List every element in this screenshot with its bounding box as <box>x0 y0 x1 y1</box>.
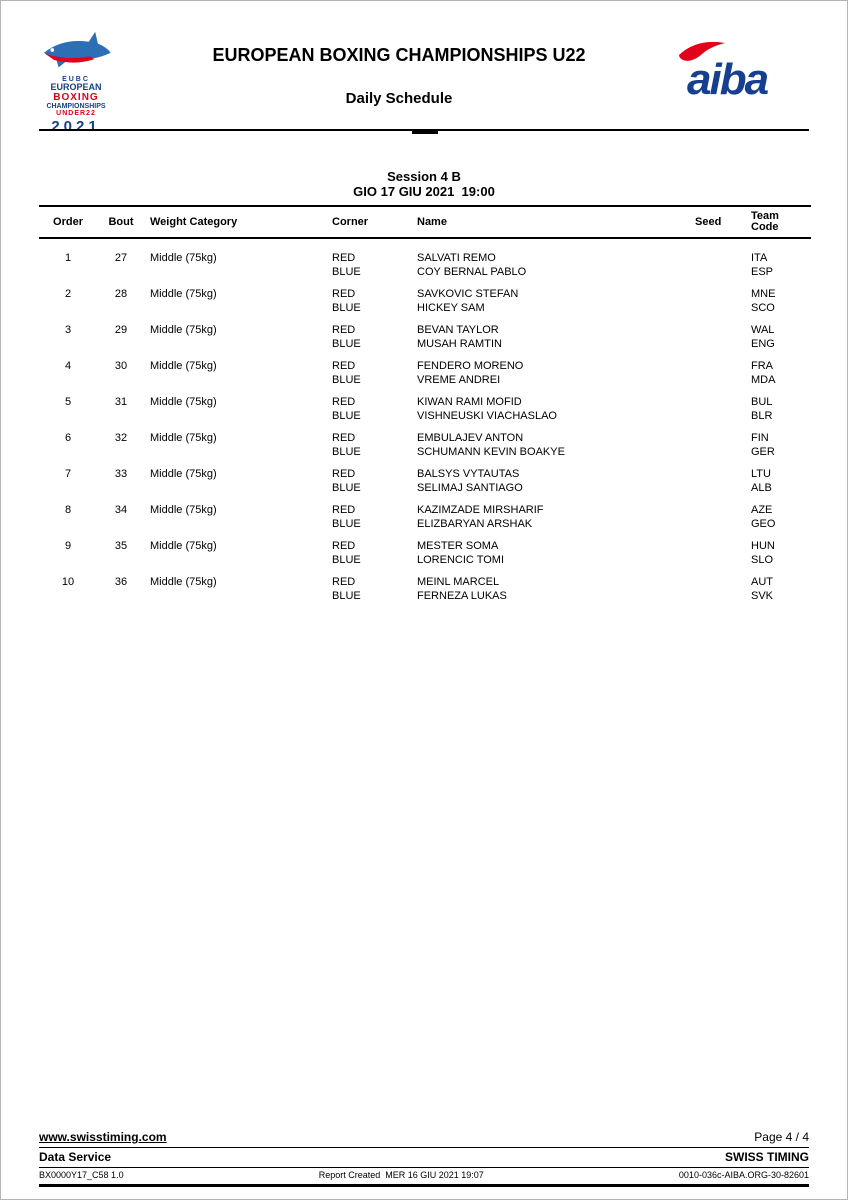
order-cell: 4 <box>64 360 72 372</box>
red-team-code: AZE <box>751 504 773 516</box>
corner-blue-label: BLUE <box>332 374 361 386</box>
team-code-cell <box>745 575 811 603</box>
seed-cell <box>690 431 745 459</box>
report-created: Report Created MER 16 GIU 2021 19:07 <box>318 1170 484 1180</box>
header-name: Name <box>417 216 447 228</box>
order-cell: 8 <box>64 504 72 516</box>
blue-boxer-name: LORENCIC TOMI <box>417 554 504 566</box>
shark-icon <box>37 29 115 76</box>
red-team-code: LTU <box>751 468 771 480</box>
order-cell: 3 <box>64 324 72 336</box>
bout-cell: 29 <box>114 324 128 336</box>
weight-category-cell: Middle (75kg) <box>150 432 217 444</box>
corner-cell <box>327 359 412 387</box>
corner-cell <box>327 503 412 531</box>
table-row <box>39 503 811 531</box>
schedule-table <box>39 205 811 611</box>
table-row <box>39 467 811 495</box>
name-cell <box>412 395 690 423</box>
blue-team-code: ENG <box>751 338 775 350</box>
swisstiming-link[interactable]: www.swisstiming.com <box>39 1130 167 1144</box>
corner-blue-label: BLUE <box>332 338 361 350</box>
weight-category-cell: Middle (75kg) <box>150 540 217 552</box>
eubc-logo-text-european: EUROPEAN <box>50 82 102 93</box>
name-cell <box>412 251 690 279</box>
team-code-cell <box>745 287 811 315</box>
corner-red-label: RED <box>332 288 356 300</box>
document-code: BX0000Y17_C58 1.0 <box>39 1170 124 1180</box>
seed-cell <box>690 395 745 423</box>
session-title: Session 4 B <box>387 169 461 184</box>
corner-cell <box>327 575 412 603</box>
eubc-logo-text-under22: UNDER22 <box>56 110 96 118</box>
eubc-logo-text-eubc: EUBC <box>62 75 90 83</box>
table-row <box>39 359 811 387</box>
weight-category-cell: Middle (75kg) <box>150 288 217 300</box>
page-number: Page 4 / 4 <box>754 1130 809 1144</box>
blue-boxer-name: ELIZBARYAN ARSHAK <box>417 518 533 530</box>
order-cell: 2 <box>64 288 72 300</box>
header-team-code <box>745 211 811 233</box>
red-team-code: WAL <box>751 324 775 336</box>
name-cell <box>412 539 690 567</box>
order-cell: 9 <box>64 540 72 552</box>
red-team-code: HUN <box>751 540 775 552</box>
order-cell: 7 <box>64 468 72 480</box>
red-boxer-name: KAZIMZADE MIRSHARIF <box>417 504 544 516</box>
corner-red-label: RED <box>332 504 356 516</box>
red-boxer-name: KIWAN RAMI MOFID <box>417 396 522 408</box>
blue-boxer-name: MUSAH RAMTIN <box>417 338 502 350</box>
team-code-cell <box>745 359 811 387</box>
blue-team-code: SLO <box>751 554 774 566</box>
name-cell <box>412 287 690 315</box>
team-code-cell <box>745 251 811 279</box>
corner-blue-label: BLUE <box>332 410 361 422</box>
corner-red-label: RED <box>332 360 356 372</box>
bout-cell: 35 <box>114 540 128 552</box>
name-cell <box>412 503 690 531</box>
table-row <box>39 287 811 315</box>
header-team-line1: Team <box>751 210 779 222</box>
eubc-logo-text-year: 2021 <box>51 117 101 135</box>
blue-boxer-name: SELIMAJ SANTIAGO <box>417 482 523 494</box>
team-code-cell <box>745 395 811 423</box>
weight-category-cell: Middle (75kg) <box>150 252 217 264</box>
seed-cell <box>690 467 745 495</box>
red-boxer-name: FENDERO MORENO <box>417 360 524 372</box>
header-seed: Seed <box>695 216 722 228</box>
bout-cell: 28 <box>114 288 128 300</box>
seed-cell <box>690 287 745 315</box>
name-cell <box>412 431 690 459</box>
swiss-timing-label: SWISS TIMING <box>725 1150 809 1164</box>
blue-team-code: SVK <box>751 590 774 602</box>
red-boxer-name: BALSYS VYTAUTAS <box>417 468 520 480</box>
team-code-cell <box>745 467 811 495</box>
corner-blue-label: BLUE <box>332 554 361 566</box>
corner-blue-label: BLUE <box>332 302 361 314</box>
aiba-logo <box>677 37 813 117</box>
red-team-code: BUL <box>751 396 773 408</box>
team-code-cell <box>745 503 811 531</box>
corner-blue-label: BLUE <box>332 446 361 458</box>
page-title: EUROPEAN BOXING CHAMPIONSHIPS U22 <box>212 45 586 65</box>
order-cell: 10 <box>61 576 75 588</box>
eubc-logo-text-boxing: BOXING <box>53 91 99 103</box>
seed-cell <box>690 539 745 567</box>
blue-boxer-name: HICKEY SAM <box>417 302 485 314</box>
corner-cell <box>327 287 412 315</box>
corner-red-label: RED <box>332 576 356 588</box>
team-code-cell <box>745 323 811 351</box>
blue-team-code: GEO <box>751 518 776 530</box>
corner-red-label: RED <box>332 468 356 480</box>
table-row <box>39 395 811 423</box>
table-row <box>39 539 811 567</box>
blue-team-code: BLR <box>751 410 773 422</box>
weight-category-cell: Middle (75kg) <box>150 324 217 336</box>
corner-cell <box>327 539 412 567</box>
name-cell <box>412 575 690 603</box>
header-team-line2: Code <box>751 221 779 233</box>
red-team-code: FIN <box>751 432 769 444</box>
name-cell <box>412 323 690 351</box>
weight-category-cell: Middle (75kg) <box>150 360 217 372</box>
bout-cell: 31 <box>114 396 128 408</box>
corner-red-label: RED <box>332 540 356 552</box>
eubc-logo <box>37 29 115 135</box>
corner-cell <box>327 431 412 459</box>
seed-cell <box>690 575 745 603</box>
corner-red-label: RED <box>332 252 356 264</box>
corner-red-label: RED <box>332 396 356 408</box>
page-footer <box>39 1130 809 1187</box>
eubc-logo-text-championships: CHAMPIONSHIPS <box>46 103 106 111</box>
corner-blue-label: BLUE <box>332 590 361 602</box>
red-team-code: ITA <box>751 252 768 264</box>
weight-category-cell: Middle (75kg) <box>150 576 217 588</box>
blue-team-code: ESP <box>751 266 774 278</box>
blue-team-code: SCO <box>751 302 775 314</box>
red-boxer-name: EMBULAJEV ANTON <box>417 432 524 444</box>
reference-code: 0010-036c-AIBA.ORG-30-82601 <box>678 1170 809 1180</box>
blue-team-code: ALB <box>751 482 772 494</box>
blue-boxer-name: VISHNEUSKI VIACHASLAO <box>417 410 557 422</box>
red-boxer-name: MESTER SOMA <box>417 540 499 552</box>
blue-boxer-name: VREME ANDREI <box>417 374 501 386</box>
header-center-dash <box>412 131 438 134</box>
session-block <box>1 169 847 199</box>
table-row <box>39 575 811 603</box>
footer-row-service <box>39 1148 809 1167</box>
red-boxer-name: SAVKOVIC STEFAN <box>417 288 519 300</box>
weight-category-cell: Middle (75kg) <box>150 504 217 516</box>
team-code-cell <box>745 539 811 567</box>
corner-blue-label: BLUE <box>332 482 361 494</box>
corner-cell <box>327 395 412 423</box>
blue-boxer-name: COY BERNAL PABLO <box>417 266 527 278</box>
bout-cell: 36 <box>114 576 128 588</box>
order-cell: 1 <box>64 252 72 264</box>
table-row <box>39 323 811 351</box>
blue-boxer-name: FERNEZA LUKAS <box>417 590 507 602</box>
corner-red-label: RED <box>332 432 356 444</box>
order-cell: 5 <box>64 396 72 408</box>
weight-category-cell: Middle (75kg) <box>150 468 217 480</box>
header-weight-category: Weight Category <box>150 216 238 228</box>
corner-cell <box>327 323 412 351</box>
table-row <box>39 431 811 459</box>
footer-row-codes <box>39 1168 809 1184</box>
data-service-label: Data Service <box>39 1150 112 1164</box>
footer-row-website <box>39 1130 809 1147</box>
table-row <box>39 251 811 279</box>
blue-boxer-name: SCHUMANN KEVIN BOAKYE <box>417 446 565 458</box>
red-boxer-name: BEVAN TAYLOR <box>417 324 499 336</box>
bout-cell: 30 <box>114 360 128 372</box>
weight-category-cell: Middle (75kg) <box>150 396 217 408</box>
corner-blue-label: BLUE <box>332 518 361 530</box>
header-order: Order <box>53 216 83 228</box>
red-team-code: MNE <box>751 288 776 300</box>
red-boxer-name: SALVATI REMO <box>417 252 496 264</box>
table-body <box>39 239 811 603</box>
header-bout: Bout <box>108 216 134 228</box>
bout-cell: 27 <box>114 252 128 264</box>
blue-team-code: MDA <box>751 374 776 386</box>
name-cell <box>412 359 690 387</box>
name-cell <box>412 467 690 495</box>
red-team-code: FRA <box>751 360 773 372</box>
order-cell: 6 <box>64 432 72 444</box>
footer-bottom-rule <box>39 1184 809 1187</box>
aiba-wordmark: aiba <box>687 55 768 104</box>
bout-cell: 33 <box>114 468 128 480</box>
seed-cell <box>690 359 745 387</box>
corner-blue-label: BLUE <box>332 266 361 278</box>
red-boxer-name: MEINL MARCEL <box>417 576 500 588</box>
corner-red-label: RED <box>332 324 356 336</box>
bout-cell: 32 <box>114 432 128 444</box>
blue-team-code: GER <box>751 446 775 458</box>
corner-cell <box>327 467 412 495</box>
red-team-code: AUT <box>751 576 773 588</box>
header-corner: Corner <box>332 216 369 228</box>
table-header-row <box>39 205 811 239</box>
team-code-cell <box>745 431 811 459</box>
corner-cell <box>327 251 412 279</box>
seed-cell <box>690 323 745 351</box>
bout-cell: 34 <box>114 504 128 516</box>
page-subtitle: Daily Schedule <box>345 90 453 107</box>
seed-cell <box>690 251 745 279</box>
seed-cell <box>690 503 745 531</box>
session-datetime: GIO 17 GIU 2021 19:00 <box>353 184 495 199</box>
